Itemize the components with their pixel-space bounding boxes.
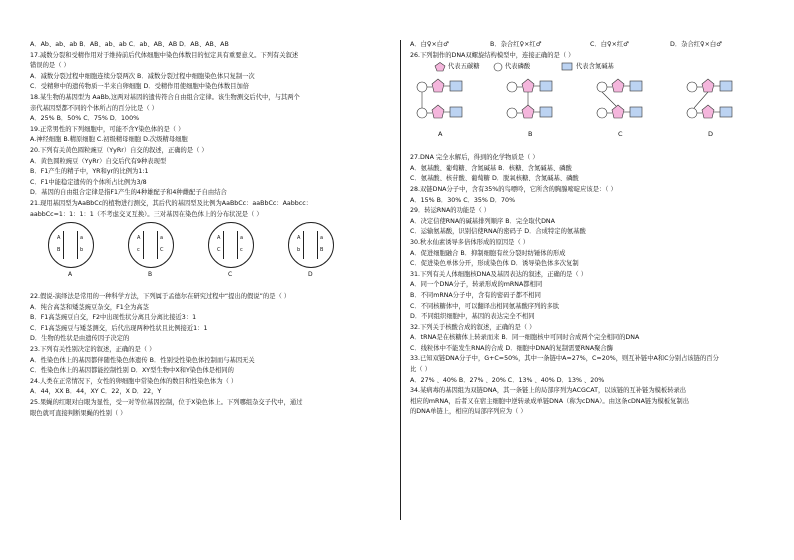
q25-options <box>410 40 774 51</box>
gene-label: a <box>240 235 244 242</box>
base-icon <box>630 107 642 117</box>
cell-caption: C <box>228 271 233 279</box>
dna-option-a <box>417 79 462 118</box>
dna-caption-c: C <box>618 130 623 139</box>
text-line: A．同一个DNA分子，转录形成的mRNA都相同 <box>410 281 543 289</box>
text-line: 18.某生物的基因型为 AaBb,这两对基因的遗传符合自由组合定律。该生物测交后代中，与其两个 <box>30 93 300 101</box>
column-divider <box>400 40 401 520</box>
dna-caption-b: B <box>528 130 533 139</box>
pentose-icon <box>432 79 444 92</box>
legend-base: 代表含氮碱基 <box>576 63 614 71</box>
base-icon <box>720 107 732 117</box>
text-line: B．不同mRNA分子中，含有的密码子都不相同 <box>410 291 541 299</box>
text-line: 29．转运RNA的功能是（ ） <box>410 207 491 215</box>
text-line: 34.某病毒的基因组为双链DNA，其一条链上的局部序列为ACGCAT，以该链的互补链为模板转录出 <box>410 387 687 395</box>
text-line: C．不同核糖体中，可以翻译出相同氨基酸序列的多肽 <box>410 302 560 310</box>
chromosome-bar <box>143 231 144 259</box>
gene-label: a <box>160 235 164 242</box>
chromosome-bar <box>77 231 78 259</box>
base-icon <box>450 81 462 91</box>
pentose-icon <box>522 79 534 92</box>
gene-label: B <box>57 247 61 254</box>
text-line: C．F1高茎豌豆与矮茎测交，后代出现两种性状且比例接近1：1 <box>30 324 208 332</box>
pentose-icon <box>702 105 714 118</box>
gene-label: c <box>137 247 140 254</box>
cell-caption: A <box>68 271 73 279</box>
gene-label: b <box>80 247 84 254</box>
right-column <box>410 40 774 418</box>
gene-label: B <box>320 247 324 254</box>
text-line: A．44，XX B．44，XY C．22，X D．22，Y <box>30 388 162 396</box>
text-line: A.神经细胞 B.精原细胞 C.初级精母细胞 D.次级精母细胞 <box>30 136 188 144</box>
text-line: 亲代基因型都不同的个体所占的百分比是（ ） <box>30 104 158 112</box>
text-line: 25.果蝇的红眼对白眼为显性，受一对等位基因控制，位于X染色体上。下列哪组杂交子代中，通过 <box>30 399 303 407</box>
text-line: C．运输氨基酸，识别信使RNA的密码子 D．合成特定的氨基酸 <box>410 228 586 236</box>
dna-model-figure <box>410 61 774 153</box>
phosphate-icon <box>687 108 697 118</box>
option-d: D．杂合红♀×白♂ <box>670 41 722 48</box>
dna-option-b <box>507 79 552 118</box>
pentose-icon <box>612 105 624 118</box>
gene-label: a <box>80 235 84 242</box>
left-question-block-2 <box>30 292 392 419</box>
phosphate-icon <box>507 108 517 118</box>
text-line: 22.假说-演绎法是常用的一种科学方法，下列属于孟德尔在研究过程中“提出的假说”的是（ ） <box>30 293 291 301</box>
chromosome-bar <box>317 231 318 259</box>
gene-label: A <box>217 235 221 242</box>
chromosome-figure <box>30 220 392 292</box>
text-line: C．线粒体中不能发生RNA的合成 D．细胞中DNA的复制需要RNA聚合酶 <box>410 344 614 352</box>
text-line: 比（ ） <box>410 366 431 374</box>
text-line: A．氨基酸、葡萄糖、含氮碱基 B．核糖、含氮碱基、磷酸 <box>410 164 572 172</box>
gene-label: c <box>240 247 243 254</box>
base-icon <box>630 81 642 91</box>
left-question-block <box>30 40 392 220</box>
cell-diagram-b <box>128 222 174 268</box>
chromosome-bar <box>63 231 64 259</box>
gene-label: C <box>160 247 164 254</box>
pentose-icon <box>702 79 714 92</box>
option-b: B．杂合红♀×红♂ <box>490 41 542 48</box>
text-line: 19.正常男性的下列细胞中，可能不含Y染色体的是（ ） <box>30 125 185 133</box>
text-line: A．25% B．50% C．75% D．100% <box>30 115 140 123</box>
legend-phosphate: 代表磷酸 <box>505 63 531 71</box>
dna-caption-a: A <box>438 130 443 139</box>
text-line: D．生物的性状是由遗传因子决定的 <box>30 335 130 343</box>
text-line: 21.现用基因型为AaBbCc的植物进行测交，其后代的基因型及比例为AaBbCc：aaBbCc：Aabbcc： <box>30 199 312 207</box>
text-line: B．F1产生的精子中，YR和yr的比例为1:1 <box>30 168 149 176</box>
left-column <box>30 40 392 419</box>
text-line: A．性染色体上的基因都伴随性染色体遗传 B．性别受性染色体控制而与基因无关 <box>30 356 255 364</box>
dna-option-c <box>597 79 642 118</box>
pentose-icon <box>432 105 444 118</box>
text-line: A．Ab、ab、ab B．AB、ab、ab C．ab、AB、AB D．AB、AB、AB <box>30 41 229 48</box>
text-line: 17.减数分裂和受精作用对于维持前后代体细胞中染色体数目的恒定具有重要意义。下列有关叙述 <box>30 51 299 59</box>
gene-label: a <box>320 235 324 242</box>
pentose-icon <box>435 63 445 72</box>
question-26: 26.下列制作的DNA双螺旋结构模型中，连接正确的是（ ） <box>410 51 575 59</box>
dna-model-svg <box>410 61 774 153</box>
gene-label: A <box>57 235 61 242</box>
option-c: C．白♀×红♂ <box>590 41 629 48</box>
text-line: C．氨基酸、核苷酸、葡萄糖 D．脱氧核糖、含氮碱基、磷酸 <box>410 175 579 183</box>
text-line: A．27% 、40% B．27% 、20% C．13% 、40% D．13% 、20% <box>410 376 605 384</box>
chromosome-bar <box>157 231 158 259</box>
text-line: 27.DNA 完全水解后，得到的化学物质是（ ） <box>410 154 539 162</box>
text-line: 相应的mRNA，后者又在宿主细胞中逆转录成单链DNA（称为cDNA）。由这条cDNA链为模板复制出 <box>410 397 689 405</box>
text-line: 眼色就可直接判断果蝇的性别（ ） <box>30 409 127 417</box>
text-line: aabbCc=1：1：1：1（不考虑交叉互换）。三对基因在染色体上的分布状况是（ ） <box>30 210 263 218</box>
chromosome-bar <box>303 231 304 259</box>
text-line: A．决定信使RNA的碱基排列顺序 B．完全取代DNA <box>410 217 555 225</box>
text-line: D．基因的自由组合定律是指F1产生的4种雄配子和4种雌配子自由结合 <box>30 189 227 197</box>
legend-pentose: 代表五碳糖 <box>448 63 480 71</box>
text-line: 20.下列有关黄色圆粒豌豆（YyRr）自交的叙述，正确的是（ ） <box>30 146 208 154</box>
cell-caption: D <box>308 271 313 279</box>
text-line: A．黄色圆粒豌豆（YyRr）自交后代有9种表现型 <box>30 157 167 165</box>
base-icon <box>720 81 732 91</box>
dna-caption-d: D <box>708 130 714 139</box>
text-line: 错误的是（ ） <box>30 62 70 70</box>
text-line: C．性染色体上的基因都能控制性别 D．XY型生物中X和Y染色体是相同的 <box>30 367 234 375</box>
chromosome-bar <box>223 231 224 259</box>
text-line: 的DNA单链上，相应的局部序列应为（ ） <box>410 408 527 416</box>
dna-option-d <box>687 79 732 118</box>
text-line: A．促进细胞融合 B．抑制细胞有丝分裂时纺锤体的形成 <box>410 249 566 257</box>
text-line: 32.下列关于核酸合成的叙述，正确的是（ ） <box>410 323 536 331</box>
text-line: C．促进染色单体分开，形成染色体 D．诱导染色体多次复制 <box>410 260 579 268</box>
base-icon <box>450 107 462 117</box>
gene-label: b <box>297 247 301 254</box>
text-line: A．减数分裂过程中细胞连续分裂两次 B．减数分裂过程中细胞染色体只复制一次 <box>30 72 255 80</box>
cell-diagram-c <box>208 222 254 268</box>
text-line: 28.双链DNA分子中，含有35%的鸟嘌呤，它所含的胸腺嘧啶应该是：（ ） <box>410 185 617 193</box>
phosphate-icon <box>494 63 502 71</box>
chromosome-bar <box>237 231 238 259</box>
cell-caption: B <box>148 271 153 279</box>
gene-label: A <box>137 235 141 242</box>
gene-label: A <box>297 235 301 242</box>
base-icon <box>562 63 572 70</box>
text-line: A．tRNA是在核糖体上转录而来 B．同一细胞核中可同时合成两个完全相同的DNA <box>410 334 640 342</box>
text-line: A．15% B．30% C．35% D．70% <box>410 196 516 204</box>
text-line: C．受精卵中的遗传物质一半来自卵细胞 D．受精作用使细胞中染色体数目加倍 <box>30 83 250 91</box>
phosphate-icon <box>507 82 517 92</box>
phosphate-icon <box>417 82 427 92</box>
text-line: 23.下列有关性别决定的叙述，正确的是（ ） <box>30 346 156 354</box>
text-line: 33.已知双链DNA分子中，G+C=50%，其中一条链中A=27%，C=20%，则互补链中A和C分别占该链的百分 <box>410 355 719 363</box>
phosphate-icon <box>597 108 607 118</box>
phosphate-icon <box>597 82 607 92</box>
base-icon <box>540 107 552 117</box>
pentose-icon <box>612 79 624 92</box>
text-line: B．F1高茎豌豆自交，F2中出现性状分离且分离比接近3：1 <box>30 314 197 322</box>
phosphate-icon <box>687 82 697 92</box>
text-line: 24.人类在正常情况下，女性的卵细胞中常染色体的数目和性染色体为（ ） <box>30 377 238 385</box>
text-line: C．F1中能稳定遗传的个体所占比例为3/8 <box>30 178 147 186</box>
text-line: 31.下列有关人体细胞核DNA及基因表达的叙述，正确的是（ ） <box>410 270 588 278</box>
cell-diagram-a <box>48 222 94 268</box>
base-icon <box>540 81 552 91</box>
pentose-icon <box>522 105 534 118</box>
option-a: A．白♀×白♂ <box>410 41 449 48</box>
right-question-block <box>410 153 774 418</box>
text-line: D．不同组织细胞中，基因的表达完全不相同 <box>410 313 535 321</box>
text-line: 30.秋水仙素诱导多倍体形成的原因是（ ） <box>410 238 530 246</box>
text-line: A．纯合高茎和矮茎豌豆杂交，F1全为高茎 <box>30 303 149 311</box>
cell-diagram-d <box>288 222 334 268</box>
phosphate-icon <box>417 108 427 118</box>
gene-label: C <box>217 247 221 254</box>
